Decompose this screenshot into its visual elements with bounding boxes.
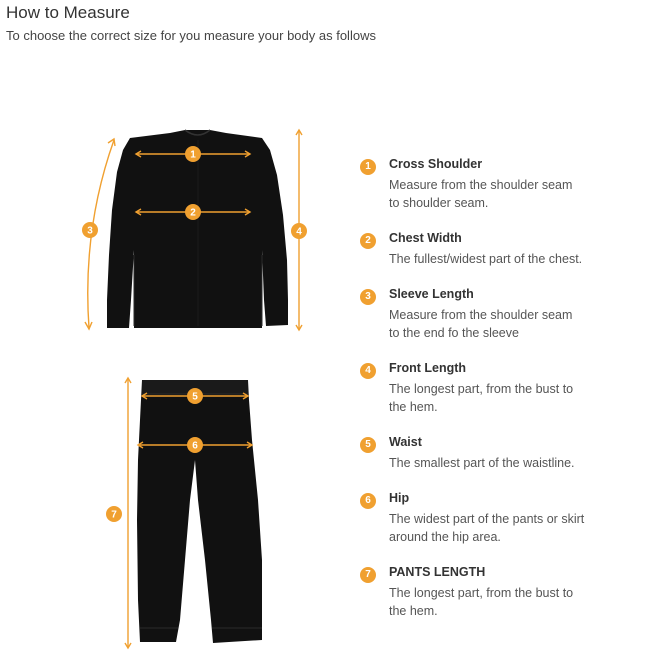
step-title: Front Length <box>389 361 467 375</box>
step-number-badge: 1 <box>360 159 376 175</box>
marker-1 <box>185 146 201 162</box>
svg-text:6: 6 <box>192 440 198 452</box>
marker-6 <box>187 437 203 453</box>
step-title: Sleeve Length <box>389 287 474 301</box>
marker-4 <box>291 223 307 239</box>
marker-3 <box>82 222 98 238</box>
page-title: How to Measure <box>6 3 130 22</box>
svg-text:4: 4 <box>296 226 302 238</box>
pants-image <box>137 380 262 643</box>
svg-text:2: 2 <box>190 207 196 219</box>
step-description: The longest part, from the bust to the hem. <box>389 586 574 618</box>
svg-text:7: 7 <box>111 509 117 521</box>
marker-5 <box>187 388 203 404</box>
step-number-badge: 3 <box>360 289 376 305</box>
step-description: The smallest part of the waistline. <box>389 456 575 470</box>
step-description: The widest part of the pants or skirt around the hip area. <box>389 512 585 544</box>
step-number-badge: 7 <box>360 567 376 583</box>
step-number-badge: 5 <box>360 437 376 453</box>
step-number-badge: 2 <box>360 233 376 249</box>
step-description: Measure from the shoulder seam to the end fo the sleeve <box>389 308 573 340</box>
svg-text:3: 3 <box>87 225 93 237</box>
step-title: Chest Width <box>389 231 462 245</box>
step-title: Hip <box>389 491 410 505</box>
marker-7 <box>106 506 122 522</box>
step-title: PANTS LENGTH <box>389 565 486 579</box>
page-subtitle: To choose the correct size for you measure your body as follows <box>6 28 376 43</box>
step-title: Cross Shoulder <box>389 157 483 171</box>
step-number-badge: 4 <box>360 363 376 379</box>
step-description: The longest part, from the bust to the hem. <box>389 382 574 414</box>
step-description: The fullest/widest part of the chest. <box>389 252 583 266</box>
step-description: Measure from the shoulder seam to shoulder seam. <box>389 178 573 210</box>
step-title: Waist <box>389 435 422 449</box>
svg-text:1: 1 <box>190 149 196 161</box>
marker-2 <box>185 204 201 220</box>
svg-text:5: 5 <box>192 391 198 403</box>
step-number-badge: 6 <box>360 493 376 509</box>
